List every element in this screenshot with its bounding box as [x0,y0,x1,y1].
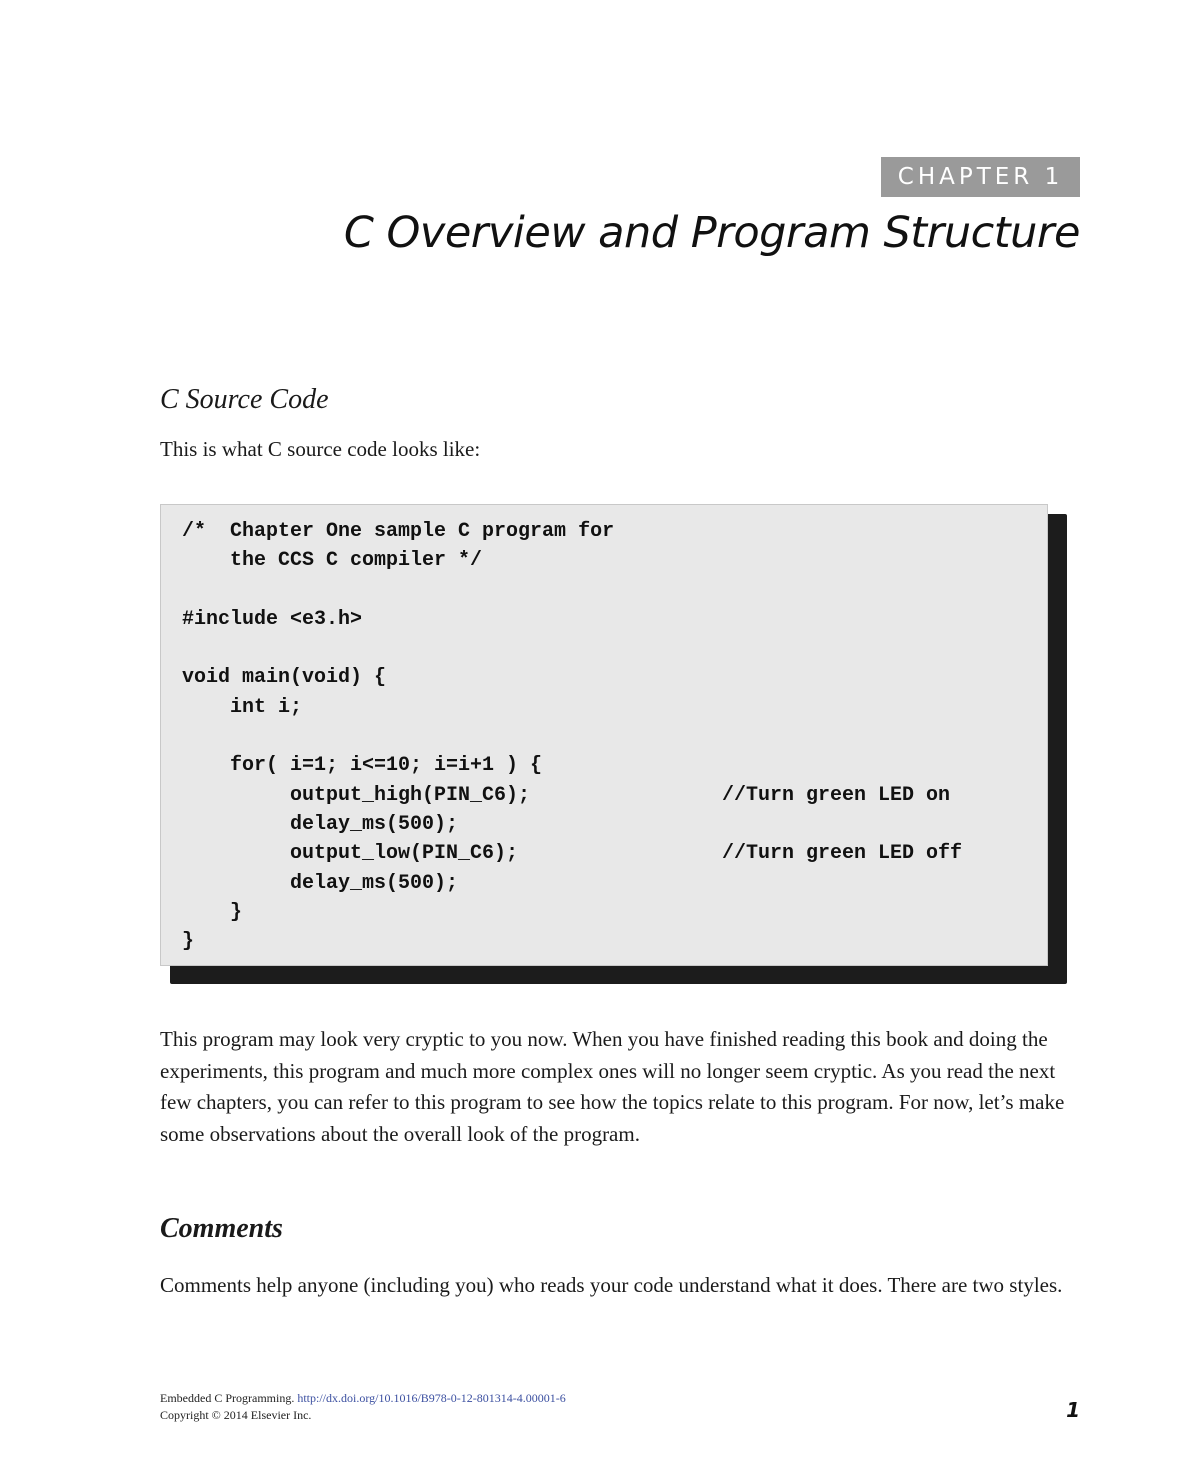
footer-book-title: Embedded C Programming. [160,1391,295,1405]
comments-paragraph: Comments help anyone (including you) who reads your code understand what it does. There are two styles. [160,1273,1063,1297]
chapter-label: CHAPTER 1 [881,157,1080,197]
code-line-text: delay_ms(500); [182,871,459,895]
code-line-text: void main(void) { [182,666,387,690]
code-line-text: #include <e3.h> [182,607,363,631]
code-line-text: output_low(PIN_C6); [182,842,519,866]
section-heading-comments: Comments [160,1213,283,1244]
code-line-comment: //Turn green LED off [722,842,963,866]
intro-paragraph: This is what C source code looks like: [160,437,481,461]
code-line-text: /* Chapter One sample C program for [182,520,615,543]
footer-citation [160,1390,566,1407]
section-heading-c-source-code: C Source Code [160,384,329,415]
code-line-text: } [182,900,243,924]
code-line-text: for( i=1; i<=10; i=i+1 ) { [182,754,543,778]
code-line-text: output_high(PIN_C6); [182,783,531,807]
code-line-comment: //Turn green LED on [722,783,951,807]
code-line-text: the CCS C compiler */ [182,549,483,573]
chapter-title: C Overview and Program Structure [343,208,1080,258]
code-line-text: delay_ms(500); [182,812,459,836]
code-line-text: int i; [182,695,303,719]
page-footer [160,1390,566,1424]
footer-doi-link[interactable]: http://dx.doi.org/10.1016/B978-0-12-801314-4.00001-6 [297,1391,566,1405]
code-line-text: } [182,930,195,954]
page-number: 1 [1066,1398,1080,1422]
footer-copyright: Copyright © 2014 Elsevier Inc. [160,1408,312,1422]
explanation-paragraph: This program may look very cryptic to you now. When you have finished reading this book and doing the experiments, this program and much more complex ones will no longer seem cryptic. As you read the next few chapters, you can refer to this program to see how the topics relate to this program. For now, let’s make some observations about the overall look of the program. [160,1027,1065,1146]
